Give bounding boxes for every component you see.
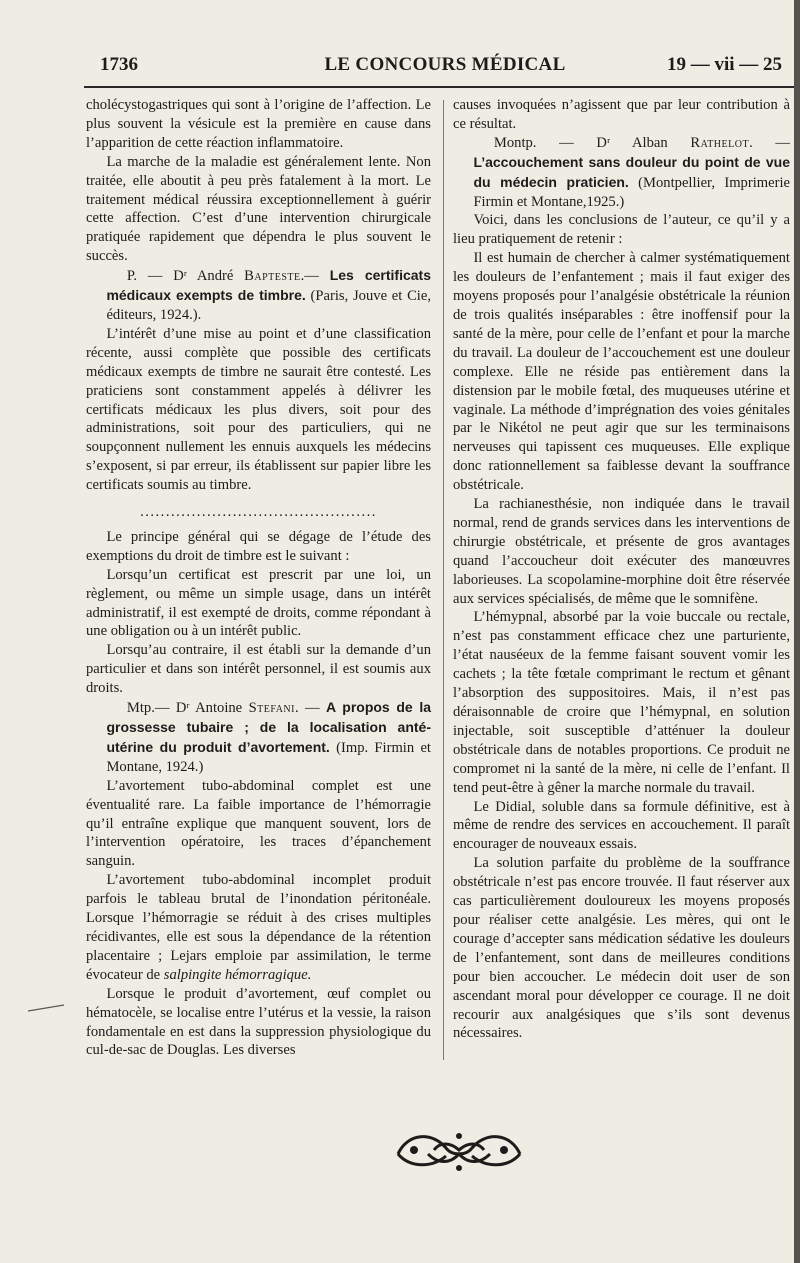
column-divider (443, 100, 444, 1060)
page-header (100, 54, 790, 80)
author-name: Bapteste (244, 268, 301, 285)
paragraph: La solution parfaite du problème de la souffrance obstétricale n’est pas encore trouvée. Il faut réserver aux cas particulièrement douloureux les moyens proposés pour réaliser cette analgésie. Les mères, qui ont le courage d’accepter sans médication sédative les douleurs de l’enfantement, sont dans de meilleures conditions pour bien accoucher. Le médecin doit user de son ascendant moral pour développer ce courage. Il ne doit recourir aux analgésiques que s’ils sont devenus nécessaires. (453, 855, 790, 1042)
margin-mark (26, 1000, 66, 1010)
paragraph: L’avortement tubo-abdominal complet est une éventualité rare. La faible importance de l’hémorragie qu’il entraîne explique que manquent souvent, lors de l’intervention opératoire, les traces d’épanchement sanguin. (86, 777, 431, 870)
header-rule (84, 86, 794, 88)
paragraph: Lorsqu’un certificat est prescrit par une loi, un règlement, ou même un simple usage, dans un intérêt administratif, il est exempté de droits, comme répondant à une obligation ou à un intérêt public. (86, 566, 431, 640)
author-name: Stefani (248, 700, 295, 717)
entry-title: L’accouchement sans douleur du point de vue du médecin praticien. (473, 153, 790, 190)
right-column (453, 96, 790, 1043)
paragraph: L’avortement tubo-abdominal incomplet produit parfois le tableau brutal de l’inondation péritonéale. Lorsque l’hémorragie se réduit à des crises multiples récidivantes, elle est sous la dépendance de la rétention placentaire ; Lejars emploie par assimilation, le terme évocateur de salpingite hémorragique. (86, 872, 431, 983)
ellipsis-separator: .............................................. (140, 504, 377, 521)
paragraph: Le principe général qui se dégage de l’étude des exemptions du droit de timbre est le suivant : (86, 528, 431, 564)
entry-title: Les certificats médicaux exempts de timbre. (106, 267, 431, 304)
page-edge-shadow (794, 0, 800, 1263)
left-column (86, 96, 431, 1060)
paragraph: Lorsqu’au contraire, il est établi sur la demande d’un particulier et dans son intérêt personnel, il est soumis aux droits. (86, 642, 431, 697)
bibliography-entry: Mtp.— Dʳ Antoine Stefani. — A propos de la grossesse tubaire ; de la localisation anté-utérine du produit d’avortement. (Imp. Firmin et Montane, 1924.) (106, 699, 432, 775)
journal-title: LE CONCOURS MÉDICAL (324, 54, 566, 75)
paragraph: L’hémypnal, absorbé par la voie buccale ou rectale, n’est pas constamment efficace chez une parturiente, l’état nauséeux de la femme faisant souvent vomir les cachets ; la tête fœtale comprimant le rectum et gênant l’absorption des suppositoires. Mais, il n’est pas déraisonnable de croire que l’hémypnal, en solution injectable, soit susceptible d’atténuer la douleur obstétricale dans de notables proportions. Ce produit ne compromet ni la santé de la mère, ni celle de l’enfant. Il tend peut-être à gêner la marche normale du travail. (453, 609, 790, 796)
bibliography-entry: P. — Dʳ André Bapteste.— Les certificats médicaux exempts de timbre. (Paris, Jouve et Cie, éditeurs, 1924.). (106, 267, 431, 323)
paragraph: La rachianesthésie, non indiquée dans le travail normal, rend de grands services dans les interventions de chirurgie obstétricale, et présente de gros avantages quand l’accoucheur doit exécuter des manœuvres laborieuses. La scopolamine-morphine doit être réservée aux services spécialisés, de même que le somnifène. (453, 496, 790, 607)
issue-date: 19 — vii — 25 (666, 54, 782, 75)
paragraph: Lorsque le produit d’avortement, œuf complet ou hématocèle, se localise entre l’utérus et la vessie, la raison fondamentale en est dans la suppression physiologique du cul-de-sac de Douglas. Les diverses (86, 985, 431, 1059)
paragraph: cholécystogastriques qui sont à l’origine de l’affection. Le plus souvent la vésicule est la première en cause dans l’apparition de cette réaction inflammatoire. (86, 97, 431, 151)
paragraph: La marche de la maladie est généralement lente. Non traitée, elle aboutit à peu près fatalement à la mort. Le traitement médical réussira exceptionnellement à guérir cette affection. C’est d’une intervention chirurgicale pratiquée rapidement que dépendra le plus souvent le succès. (86, 153, 431, 265)
author-name: Rathelot (690, 134, 750, 151)
page-number: 1736 (100, 54, 138, 75)
paragraph: Il est humain de chercher à calmer systématiquement les douleurs de l’enfantement ; mais il faut exiger des moyens proposés pour l’analgésie obstétricale la réunion de trois qualités inséparables : être inoffensif pour la santé de la mère, pour celle de l’enfant et pour la marche du travail. La douleur de l’accouchement est une douleur complexe. Elle ne réside pas entièrement dans la distension par le mobile fœtal, des muqueuses utérine et vaginale. La méthode d’imprégnation des voies génitales par le Nikétol ne peut agir que sur les terminaisons nerveuses qui tapissent ces muqueuses. Elle explique donc rationnellement sa faiblesse devant la souffrance obstétricale. (453, 250, 790, 494)
paragraph: causes invoquées n’agissent que par leur contribution à ce résultat. (453, 97, 790, 132)
ornament-icon (388, 1124, 530, 1176)
italic-term: salpingite hémorragique. (163, 966, 312, 983)
paragraph: L’intérêt d’une mise au point et d’une classification récente, aussi complète que possible des certificats médicaux exempts de timbre ne saurait être contesté. Les praticiens sont constamment appelés à délivrer les certificats médicaux les plus divers, soit pour des administrations, soit pour des particuliers, qui ne soupçonnent nullement les ennuis auxquels les médecins s’exposent, si par erreur, ils établissent sur papier libre les certificats soumis au timbre. (86, 325, 431, 494)
entry-title: A propos de la grossesse tubaire ; de la localisation anté-utérine du produit d’avortement. (106, 699, 432, 755)
bibliography-entry: Montp. — Dʳ Alban Rathelot. —L’accouchement sans douleur du point de vue du médecin praticien. (Montpellier, Imprimerie Firmin et Montane,1925.) (473, 134, 791, 210)
paragraph: Voici, dans les conclusions de l’auteur, ce qu’il y a lieu pratiquement de retenir : (453, 212, 790, 248)
paragraph: Le Didial, soluble dans sa formule définitive, est à même de rendre des services en accouchement. Il paraît encourager de nouveaux essais. (453, 798, 790, 853)
